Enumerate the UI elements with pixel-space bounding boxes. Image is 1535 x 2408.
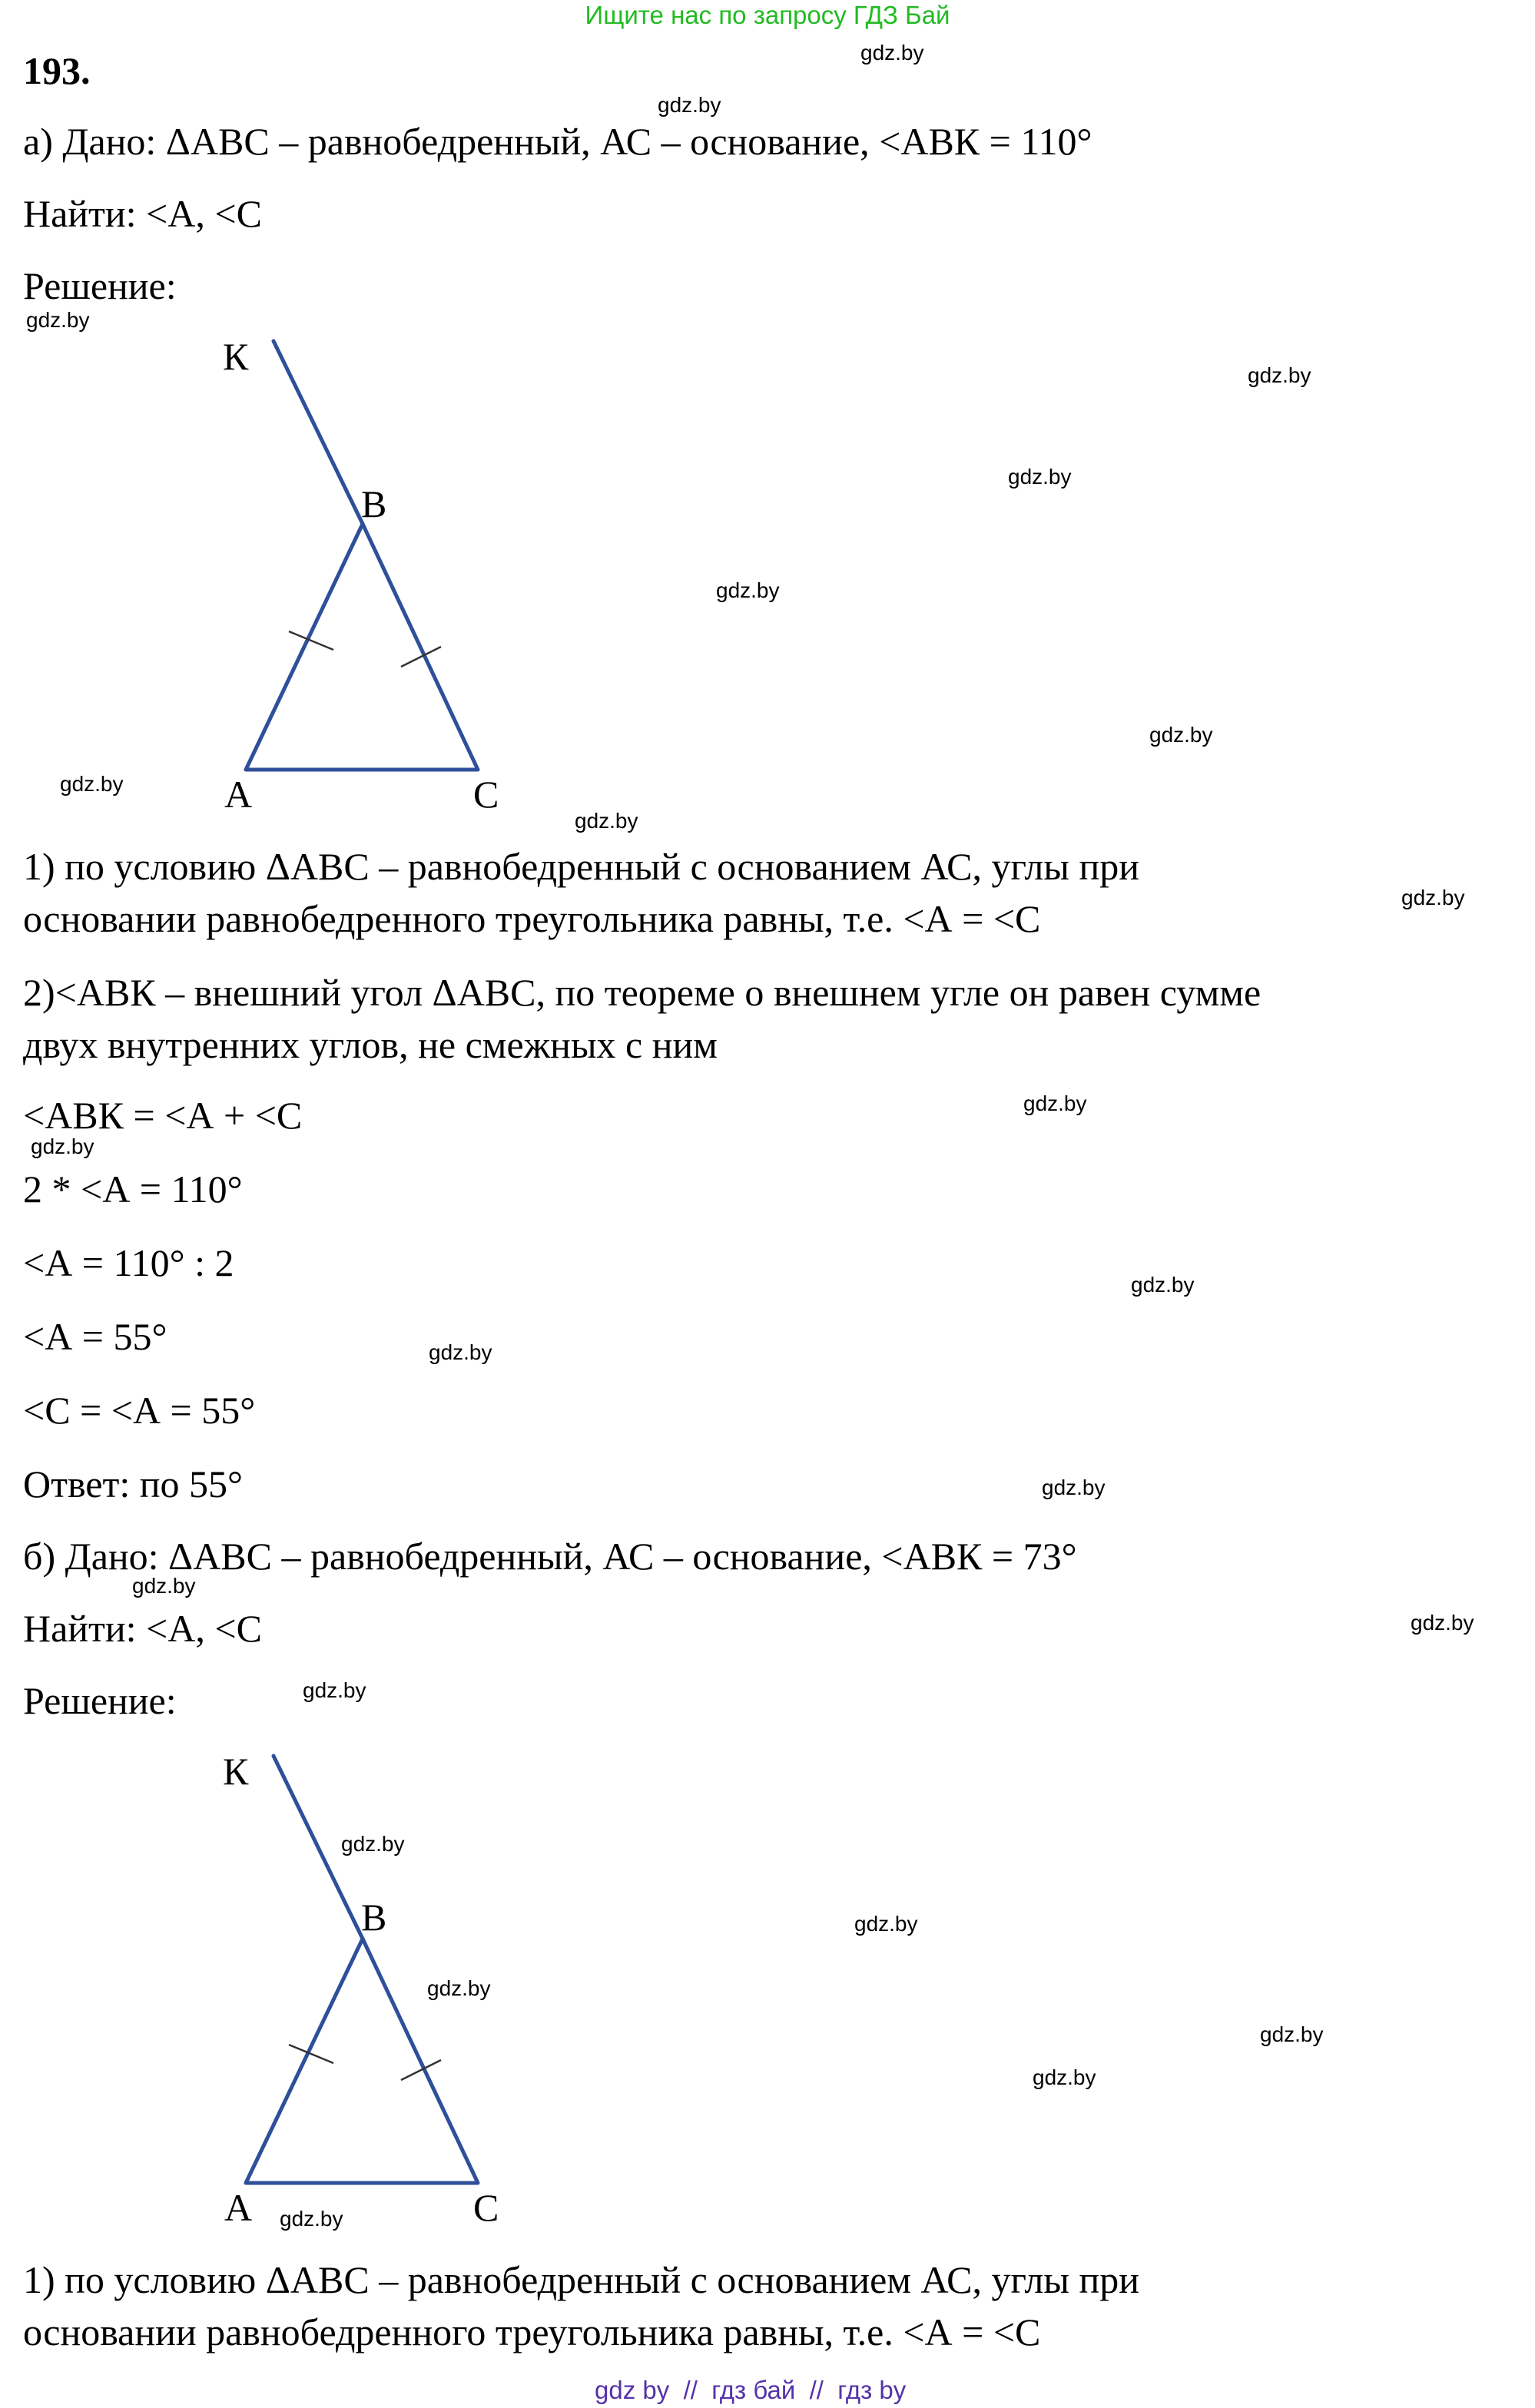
tick-bc [401, 647, 441, 667]
part-a-step1-line2: основании равнобедренного треугольника равны, т.е. <А = <С [23, 897, 1041, 940]
watermark: gdz.by [658, 93, 721, 117]
part-a-eq3: <А = 110° : 2 [23, 1241, 234, 1284]
label-k-b: К [223, 1750, 249, 1793]
watermark: gdz.by [341, 1832, 405, 1856]
label-a-b: А [224, 2186, 253, 2229]
watermark: gdz.by [1131, 1273, 1195, 1297]
label-k-a: К [223, 335, 249, 378]
label-c-b: С [473, 2186, 499, 2229]
watermark: gdz.by [429, 1340, 492, 1364]
part-b-step1-line1: 1) по условию ΔАВС – равнобедренный с основанием АС, углы при [23, 2258, 1139, 2301]
label-a-a: А [224, 773, 253, 816]
part-b-given: б) Дано: ΔАВС – равнобедренный, АС – основание, <АВК = 73° [23, 1535, 1077, 1578]
watermark: gdz.by [1023, 1091, 1087, 1115]
watermark: gdz.by [1042, 1476, 1106, 1499]
watermark: gdz.by [1411, 1611, 1474, 1635]
part-a-eq2: 2 * <А = 110° [23, 1168, 243, 1211]
watermark: gdz.by [1033, 2065, 1096, 2089]
part-a-step2-line2: двух внутренних углов, не смежных с ним [23, 1023, 718, 1066]
segment-k-b [274, 341, 363, 524]
watermark: gdz.by [1149, 723, 1213, 747]
watermark: gdz.by [132, 1574, 196, 1598]
watermark: gdz.by [860, 41, 924, 65]
watermark: gdz.by [60, 772, 124, 796]
watermark: gdz.by [280, 2207, 343, 2231]
part-a-eq4: <А = 55° [23, 1315, 167, 1358]
part-a-solution-label: Решение: [23, 264, 177, 307]
watermark: gdz.by [1401, 886, 1465, 909]
part-b-step1-line2: основании равнобедренного треугольника равны, т.е. <А = <С [23, 2310, 1041, 2353]
part-a-eq5: <С = <А = 55° [23, 1389, 256, 1432]
tick-ab [289, 631, 333, 650]
part-a-eq1: <АВК = <А + <С [23, 1094, 303, 1137]
part-a-answer: Ответ: по 55° [23, 1462, 243, 1505]
part-b-solution-label: Решение: [23, 1679, 177, 1722]
watermark: gdz.by [303, 1678, 366, 1702]
watermark: gdz.by [31, 1134, 94, 1158]
part-a-step1-line1: 1) по условию ΔАВС – равнобедренный с основанием АС, углы при [23, 845, 1139, 888]
watermark: gdz.by [1248, 363, 1311, 387]
footer-links[interactable]: gdz by // гдз бай // гдз by [595, 2376, 907, 2404]
watermark: gdz.by [716, 578, 780, 602]
watermark: gdz.by [854, 1912, 918, 1936]
part-a-step2-line1: 2)<АВК – внешний угол ΔАВС, по теореме о внешнем угле он равен сумме [23, 971, 1261, 1014]
top-banner[interactable]: Ищите нас по запросу ГДЗ Бай [585, 1, 950, 29]
label-b-b: В [361, 1896, 387, 1939]
watermark: gdz.by [427, 1976, 491, 2000]
label-b-a: В [361, 482, 387, 525]
problem-number: 193. [23, 49, 91, 92]
watermark: gdz.by [1260, 2022, 1324, 2046]
triangle-abc [246, 524, 478, 770]
tick-bc [401, 2060, 441, 2080]
part-a-find: Найти: <А, <С [23, 192, 262, 235]
watermark: gdz.by [575, 809, 638, 833]
watermark: gdz.by [1008, 465, 1072, 489]
part-b-find: Найти: <А, <С [23, 1607, 262, 1650]
watermark: gdz.by [26, 308, 90, 332]
label-c-a: С [473, 773, 499, 816]
tick-ab [289, 2045, 333, 2063]
part-a-given: а) Дано: ΔАВС – равнобедренный, АС – основание, <АВК = 110° [23, 120, 1092, 163]
